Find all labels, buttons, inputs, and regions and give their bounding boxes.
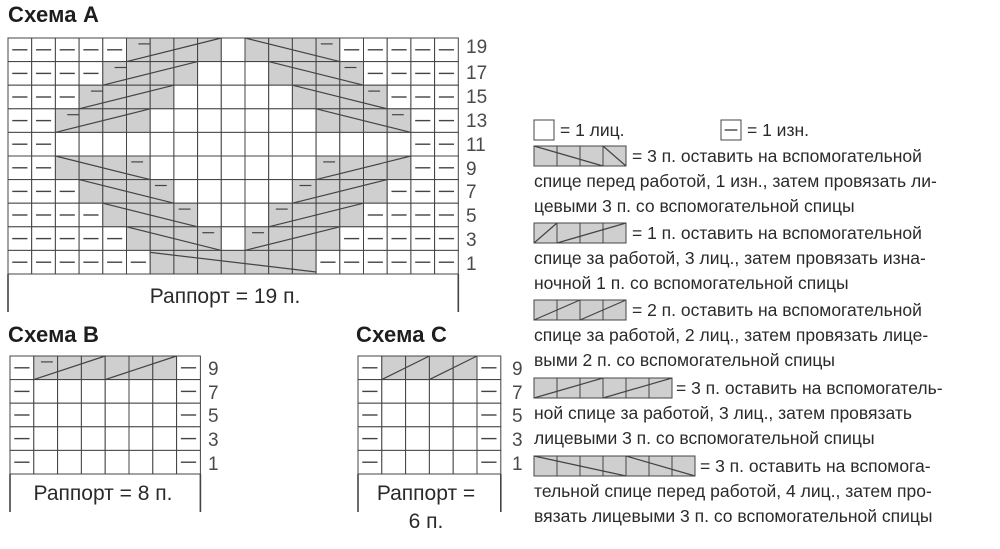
row-label: 17: [466, 63, 488, 84]
row-label: 3: [512, 430, 523, 451]
chart-cell: [316, 62, 340, 86]
row-label: 15: [466, 87, 488, 108]
knit-symbol: [534, 120, 554, 140]
chart-cell: [364, 109, 388, 133]
chart-cell: [382, 403, 406, 427]
chart-cell: [198, 156, 222, 180]
row-label: 9: [512, 359, 523, 380]
chart-cell: [153, 380, 177, 404]
scheme-b-row-labels: [208, 359, 219, 475]
chart-cell: [292, 109, 316, 133]
chart-cell: [198, 250, 222, 274]
chart-cell: [150, 132, 174, 156]
chart-cell: [103, 156, 127, 180]
chart-cell: [406, 403, 430, 427]
chart-cell: [34, 427, 58, 451]
chart-cell: [34, 403, 58, 427]
chart-cell: [105, 403, 129, 427]
chart-cell: [103, 180, 127, 204]
legend-text: спице за работой, 2 лиц., затем провязать лице-: [534, 325, 929, 345]
chart-cell: [174, 180, 198, 204]
chart-cell: [34, 380, 58, 404]
chart-cell: [105, 380, 129, 404]
legend-text: ночной 1 п. со вспомогательной спицы: [534, 273, 849, 293]
chart-cell: [429, 380, 453, 404]
chart-cell: [292, 227, 316, 251]
chart-cell: [245, 156, 269, 180]
chart-cell: [174, 38, 198, 62]
chart-cell: [340, 109, 364, 133]
chart-cell: [429, 403, 453, 427]
chart-cell: [269, 38, 293, 62]
chart-cell: [129, 403, 153, 427]
legend-text: = 1 п. оставить на вспомогательной: [632, 223, 922, 243]
chart-cell: [127, 203, 151, 227]
chart-cell: [364, 156, 388, 180]
chart-cell: [406, 427, 430, 451]
chart-cell: [81, 380, 105, 404]
chart-cell: [221, 62, 245, 86]
chart-cell: [269, 227, 293, 251]
chart-cell: [406, 356, 430, 380]
chart-cell: [105, 427, 129, 451]
chart-cell: [55, 132, 79, 156]
chart-cell: [58, 427, 82, 451]
chart-cell: [269, 109, 293, 133]
legend-text: спице за работой, 3 лиц., затем провязать изна-: [534, 248, 926, 268]
chart-cell: [103, 85, 127, 109]
chart-cell: [245, 250, 269, 274]
chart-cell: [292, 203, 316, 227]
row-label: 5: [208, 406, 219, 427]
cable-symbol-2-back-knit2: [557, 300, 580, 320]
legend-text: = 3 п. оставить на вспомога-: [700, 456, 931, 476]
chart-cell: [221, 180, 245, 204]
chart-cell: [292, 38, 316, 62]
chart-cell: [127, 85, 151, 109]
chart-cell: [221, 38, 245, 62]
scheme-c-rapport-line1: Раппорт =: [376, 482, 476, 505]
chart-cell: [129, 450, 153, 474]
chart-cell: [269, 250, 293, 274]
legend-text: лицевыми 3 п. со вспомогательной спицы: [534, 428, 875, 448]
chart-cell: [364, 132, 388, 156]
chart-cell: [382, 450, 406, 474]
chart-cell: [79, 156, 103, 180]
chart-cell: [292, 62, 316, 86]
cable-symbol-3-front-knit4: [557, 456, 580, 476]
chart-cell: [174, 156, 198, 180]
chart-cell: [174, 85, 198, 109]
chart-cell: [174, 109, 198, 133]
row-label: 5: [466, 206, 477, 227]
chart-cell: [382, 427, 406, 451]
legend-text: выми 2 п. со вспомогательной спицы: [534, 350, 835, 370]
chart-cell: [382, 380, 406, 404]
legend-text: спице перед работой, 1 изн., затем провязать ли-: [534, 171, 937, 191]
row-label: 1: [512, 454, 523, 475]
chart-cell: [453, 380, 477, 404]
scheme-a-chart: [8, 38, 458, 312]
scheme-b-rapport: Раппорт = 8 п.: [33, 482, 173, 505]
row-label: 7: [208, 383, 219, 404]
chart-cell: [79, 109, 103, 133]
row-label: 7: [466, 182, 477, 203]
chart-cell: [129, 380, 153, 404]
chart-cell: [316, 85, 340, 109]
chart-cell: [150, 203, 174, 227]
chart-cell: [269, 132, 293, 156]
chart-cell: [58, 403, 82, 427]
cable-symbol-2-back-knit2: [603, 300, 626, 320]
chart-cell: [198, 132, 222, 156]
scheme-a-rapport: Раппорт = 19 п.: [149, 285, 301, 308]
legend-text: цевыми 3 п. со вспомогательной спицы: [534, 196, 855, 216]
scheme-c-rapport-line2: 6 п.: [408, 510, 444, 533]
chart-cell: [245, 85, 269, 109]
scheme-a-title: Схема А: [8, 2, 100, 27]
legend-text: тельной спице перед работой, 4 лиц., затем про-: [534, 481, 932, 501]
row-label: 19: [466, 37, 488, 58]
legend-text: ной спице за работой, 3 лиц., затем провязать: [534, 403, 912, 423]
chart-cell: [127, 180, 151, 204]
chart-cell: [292, 132, 316, 156]
chart-cell: [269, 156, 293, 180]
chart-cell: [406, 380, 430, 404]
chart-cell: [221, 156, 245, 180]
legend-text: = 3 п. оставить на вспомогатель-: [676, 378, 943, 398]
chart-cell: [153, 403, 177, 427]
legend-knit-text: = 1 лиц.: [560, 120, 625, 140]
chart-cell: [453, 427, 477, 451]
row-label: 9: [466, 159, 477, 180]
row-label: 3: [466, 230, 477, 251]
chart-cell: [198, 85, 222, 109]
chart-cell: [198, 62, 222, 86]
chart-cell: [269, 85, 293, 109]
legend-text: вязать лицевыми 3 п. со вспомогательной спицы: [534, 506, 933, 526]
legend-purl-text: = 1 изн.: [747, 120, 810, 140]
chart-cell: [382, 356, 406, 380]
chart-cell: [81, 427, 105, 451]
chart-cell: [221, 203, 245, 227]
chart-cell: [34, 450, 58, 474]
chart-cell: [387, 132, 411, 156]
chart-cell: [127, 62, 151, 86]
chart-cell: [150, 227, 174, 251]
chart-cell: [340, 132, 364, 156]
scheme-c-row-labels: [512, 359, 523, 475]
chart-cell: [429, 427, 453, 451]
chart-cell: [340, 85, 364, 109]
chart-cell: [221, 132, 245, 156]
row-label: 5: [512, 406, 523, 427]
chart-cell: [103, 132, 127, 156]
chart-cell: [198, 180, 222, 204]
cable-symbol-2-back-knit2: [580, 300, 603, 320]
row-label: 1: [466, 254, 477, 275]
chart-cell: [221, 109, 245, 133]
chart-cell: [221, 227, 245, 251]
chart-cell: [129, 427, 153, 451]
scheme-c-title: Схема С: [356, 322, 448, 347]
chart-cell: [245, 203, 269, 227]
chart-cell: [340, 180, 364, 204]
chart-cell: [429, 356, 453, 380]
chart-cell: [174, 132, 198, 156]
scheme-a-row-labels: [466, 37, 487, 275]
chart-cell: [221, 85, 245, 109]
chart-cell: [406, 450, 430, 474]
chart-cell: [58, 380, 82, 404]
chart-cell: [453, 450, 477, 474]
chart-cell: [245, 132, 269, 156]
chart-cell: [245, 180, 269, 204]
chart-cell: [453, 356, 477, 380]
row-label: 9: [208, 359, 219, 380]
chart-cell: [81, 403, 105, 427]
chart-cell: [153, 450, 177, 474]
chart-cell: [245, 62, 269, 86]
chart-cell: [150, 109, 174, 133]
chart-cell: [174, 227, 198, 251]
chart-cell: [453, 403, 477, 427]
chart-cell: [429, 450, 453, 474]
chart-cell: [81, 450, 105, 474]
row-label: 11: [466, 135, 486, 156]
chart-cell: [105, 450, 129, 474]
chart-cell: [340, 156, 364, 180]
chart-cell: [245, 109, 269, 133]
chart-cell: [79, 132, 103, 156]
chart-cell: [174, 250, 198, 274]
chart-cell: [269, 180, 293, 204]
chart-cell: [198, 109, 222, 133]
legend-text: = 2 п. оставить на вспомогательной: [632, 300, 922, 320]
chart-cell: [150, 62, 174, 86]
chart-cell: [150, 38, 174, 62]
chart-cell: [150, 156, 174, 180]
chart-cell: [127, 132, 151, 156]
chart-cell: [316, 203, 340, 227]
chart-cell: [316, 180, 340, 204]
cable-symbol-2-back-knit2: [534, 300, 557, 320]
scheme-b-title: Схема В: [8, 322, 100, 347]
legend-text: = 3 п. оставить на вспомогательной: [632, 146, 922, 166]
chart-cell: [58, 450, 82, 474]
row-label: 13: [466, 111, 488, 132]
chart-cell: [316, 132, 340, 156]
row-label: 1: [208, 454, 219, 475]
row-label: 3: [208, 430, 219, 451]
cable-symbol-3-front-knit4: [580, 456, 603, 476]
chart-cell: [198, 203, 222, 227]
chart-cell: [153, 427, 177, 451]
chart-cell: [292, 156, 316, 180]
chart-cell: [103, 109, 127, 133]
row-label: 7: [512, 383, 523, 404]
